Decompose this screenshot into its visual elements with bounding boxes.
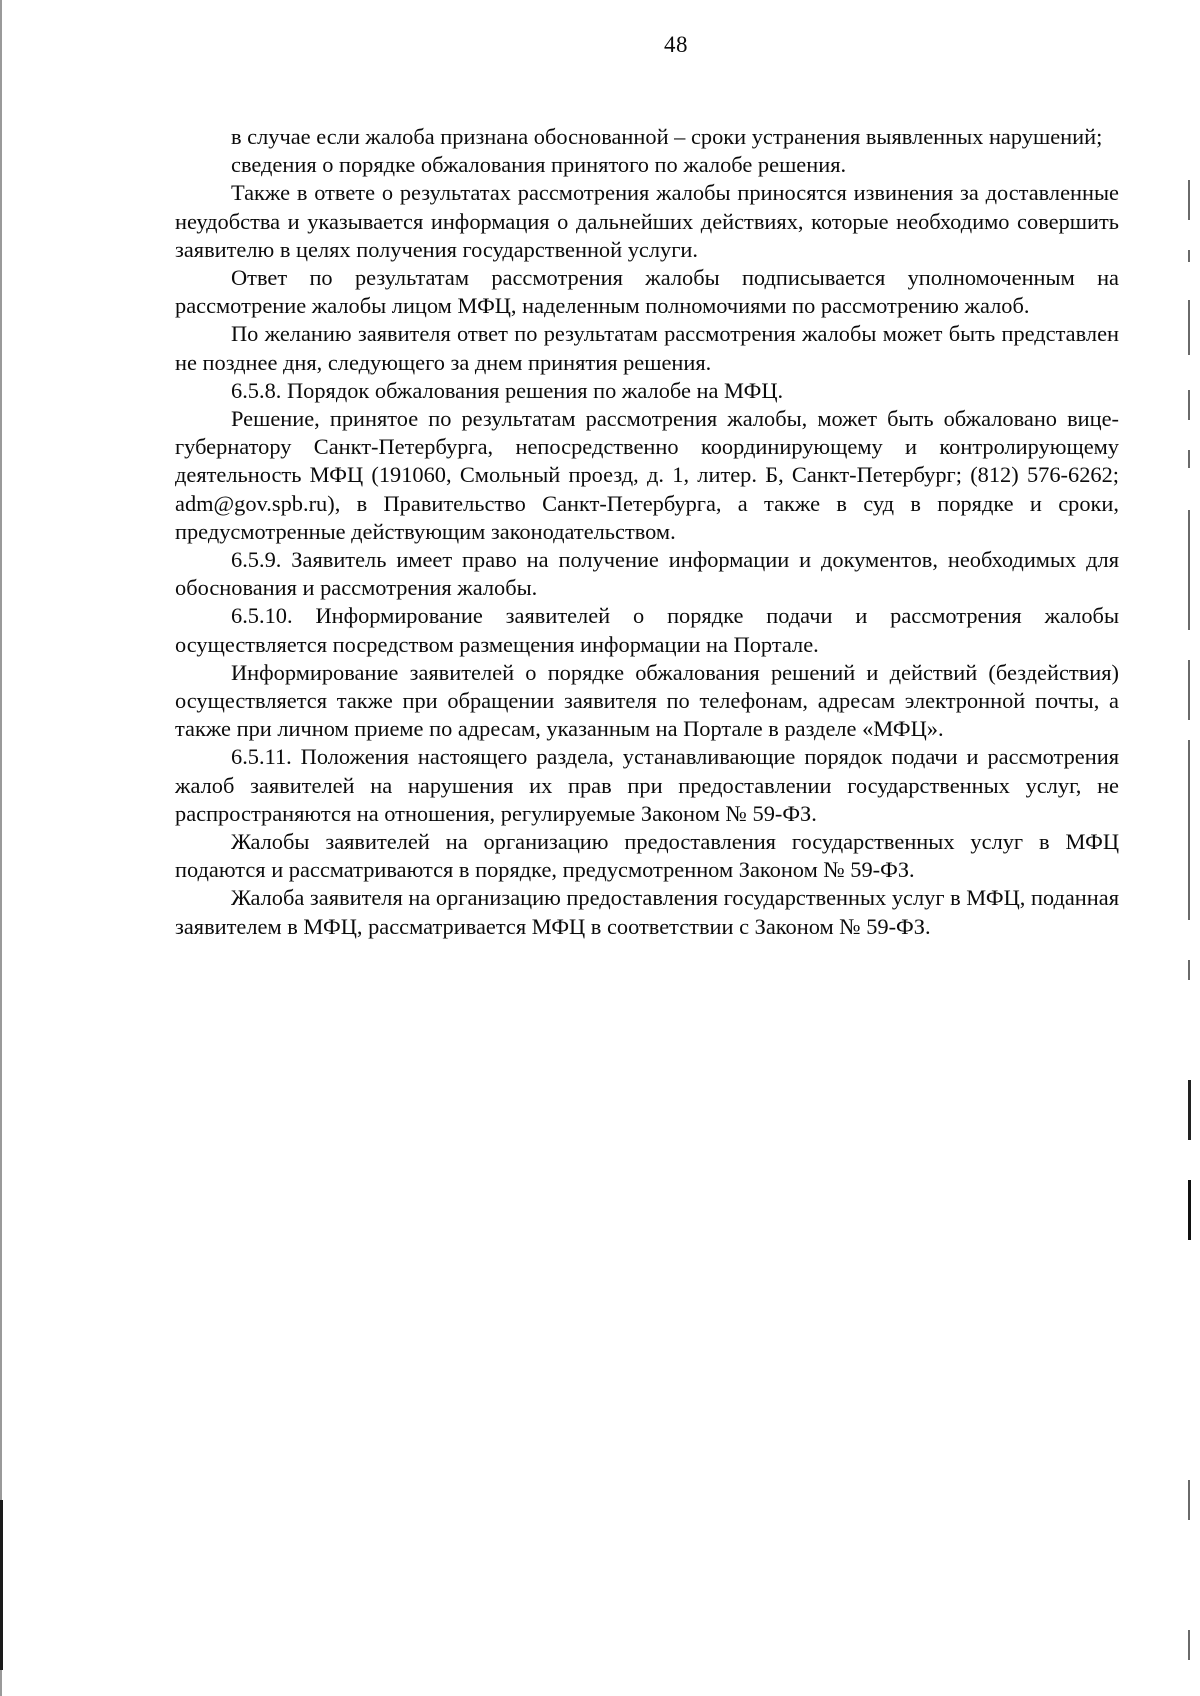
paragraph: Ответ по результатам рассмотрения жалобы подписывается уполномоченным на рассмотрение жалобы лицом МФЦ, наделенным полномочиями по рассмотрению жалоб. bbox=[175, 265, 1119, 319]
paragraph: Жалоба заявителя на организацию предоставления государственных услуг в МФЦ, поданная заявителем в МФЦ, рассматривается МФЦ в соответствии с Законом № 59-ФЗ. bbox=[175, 885, 1120, 939]
paragraph: Также в ответе о результатах рассмотрения жалобы приносятся извинения за доставленные неудобства и указывается информация о дальнейших действиях, которые необходимо совершить заявителю в целях получения государственной услуги. bbox=[175, 180, 1119, 262]
paragraph: По желанию заявителя ответ по результатам рассмотрения жалобы может быть представлен не позднее дня, следующего за днем принятия решения. bbox=[175, 321, 1119, 375]
paragraph: Жалобы заявителей на организацию предоставления государственных услуг в МФЦ подаются и рассматриваются в порядке, предусмотренном Законом № 59-ФЗ. bbox=[175, 829, 1119, 883]
scan-edge-artifact bbox=[0, 0, 2, 1696]
page-number: 48 bbox=[664, 32, 688, 57]
section-6-5-10: 6.5.10. Информирование заявителей о порядке подачи и рассмотрения жалобы осуществляется посредством размещения информации на Портале. bbox=[175, 603, 1119, 657]
paragraph: Решение, принятое по результатам рассмотрения жалобы, может быть обжаловано вице-губернатору Санкт-Петербурга, непосредственно координирующему и контролирующему деятельность МФЦ (191060, Смольный проезд, д. 1, литер. Б, Санкт-Петербург; (812) 576-6262; adm@gov.spb.ru), в Правительство Санкт-Петербурга, а также в суд в порядке и сроки, предусмотренные действующим законодательством. bbox=[175, 406, 1119, 544]
scan-edge-marks bbox=[1188, 180, 1192, 1660]
paragraph: сведения о порядке обжалования принятого по жалобе решения. bbox=[231, 152, 847, 178]
paragraph: в случае если жалоба признана обоснованной – сроки устранения выявленных нарушений; bbox=[231, 124, 1103, 149]
section-6-5-11: 6.5.11. Положения настоящего раздела, устанавливающие порядок подачи и рассмотрения жалоб заявителей на нарушения их прав при предоставлении государственных услуг, не распространяются на отношения, регулируемые Законом № 59-ФЗ. bbox=[175, 744, 1119, 826]
section-6-5-9: 6.5.9. Заявитель имеет право на получение информации и документов, необходимых для обоснования и рассмотрения жалобы. bbox=[175, 547, 1119, 601]
scan-edge-artifact bbox=[0, 1500, 3, 1670]
section-heading-6-5-8: 6.5.8. Порядок обжалования решения по жалобе на МФЦ. bbox=[231, 377, 784, 403]
paragraph: Информирование заявителей о порядке обжалования решений и действий (бездействия) осуществляется также при обращении заявителя по телефонам, адресам электронной почты, а также при личном приеме по адресам, указанным на Портале в разделе «МФЦ». bbox=[175, 659, 1119, 742]
document-body bbox=[175, 123, 1119, 941]
